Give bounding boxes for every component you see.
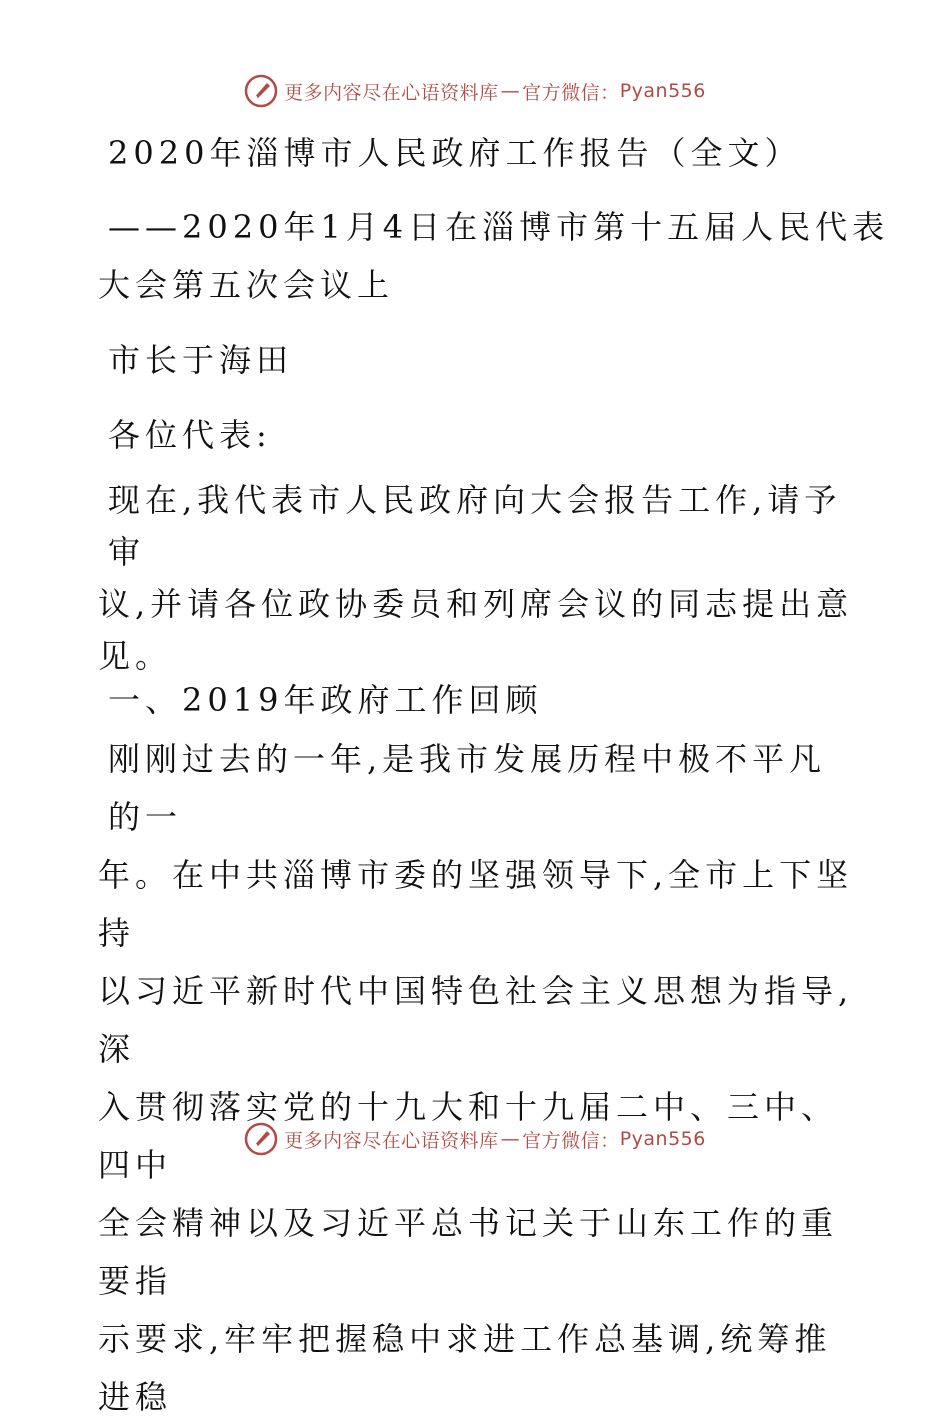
intro-line: 见。 xyxy=(98,637,173,675)
salutation: 各位代表: xyxy=(108,416,272,454)
watermark-wechat-id: Pyan556 xyxy=(619,1128,706,1150)
watermark-dash: — xyxy=(500,80,521,102)
watermark-wechat-label: 官方微信： xyxy=(522,81,620,104)
watermark-text: 更多内容尽在心语资料库 xyxy=(284,1129,499,1152)
watermark-wechat-label: 官方微信： xyxy=(522,1129,620,1152)
body-line: 年。在中共淄博市委的坚强领导下,全市上下坚持 xyxy=(98,856,854,952)
section-heading: 一、2019年政府工作回顾 xyxy=(108,681,543,719)
watermark-dash: — xyxy=(500,1128,521,1150)
body-line: 以习近平新时代中国特色社会主义思想为指导,深 xyxy=(98,972,854,1068)
body-paragraph xyxy=(98,730,858,1426)
body-line: 刚刚过去的一年,是我市发展历程中极不平凡的一 xyxy=(108,740,827,836)
intro-line: 现在,我代表市人民政府向大会报告工作,请予审 xyxy=(108,481,842,571)
body-line: 示要求,牢牢把握稳中求进工作总基调,统筹推进稳 xyxy=(98,1320,832,1416)
header-watermark xyxy=(0,71,950,111)
quill-badge-icon xyxy=(244,74,278,108)
body-line: 全会精神以及习近平总书记关于山东工作的重要指 xyxy=(98,1204,839,1300)
intro-paragraph xyxy=(98,474,858,682)
document-author: 市长于海田 xyxy=(108,341,294,379)
watermark-text: 更多内容尽在心语资料库 xyxy=(284,81,499,104)
intro-line: 议,并请各位政协委员和列席会议的同志提出意 xyxy=(98,585,854,623)
watermark-wechat-id: Pyan556 xyxy=(619,80,706,102)
quill-badge-icon xyxy=(244,1122,278,1156)
document-subtitle-line-2: 大会第五次会议上 xyxy=(98,266,395,304)
body-line: 入贯彻落实党的十九大和十九届二中、三中、四中 xyxy=(98,1088,839,1184)
document-title: 2020年淄博市人民政府工作报告（全文） xyxy=(108,134,802,172)
document-subtitle-line-1: ——2020年1月4日在淄博市第十五届人民代表 xyxy=(108,208,890,246)
footer-watermark xyxy=(0,1119,950,1159)
